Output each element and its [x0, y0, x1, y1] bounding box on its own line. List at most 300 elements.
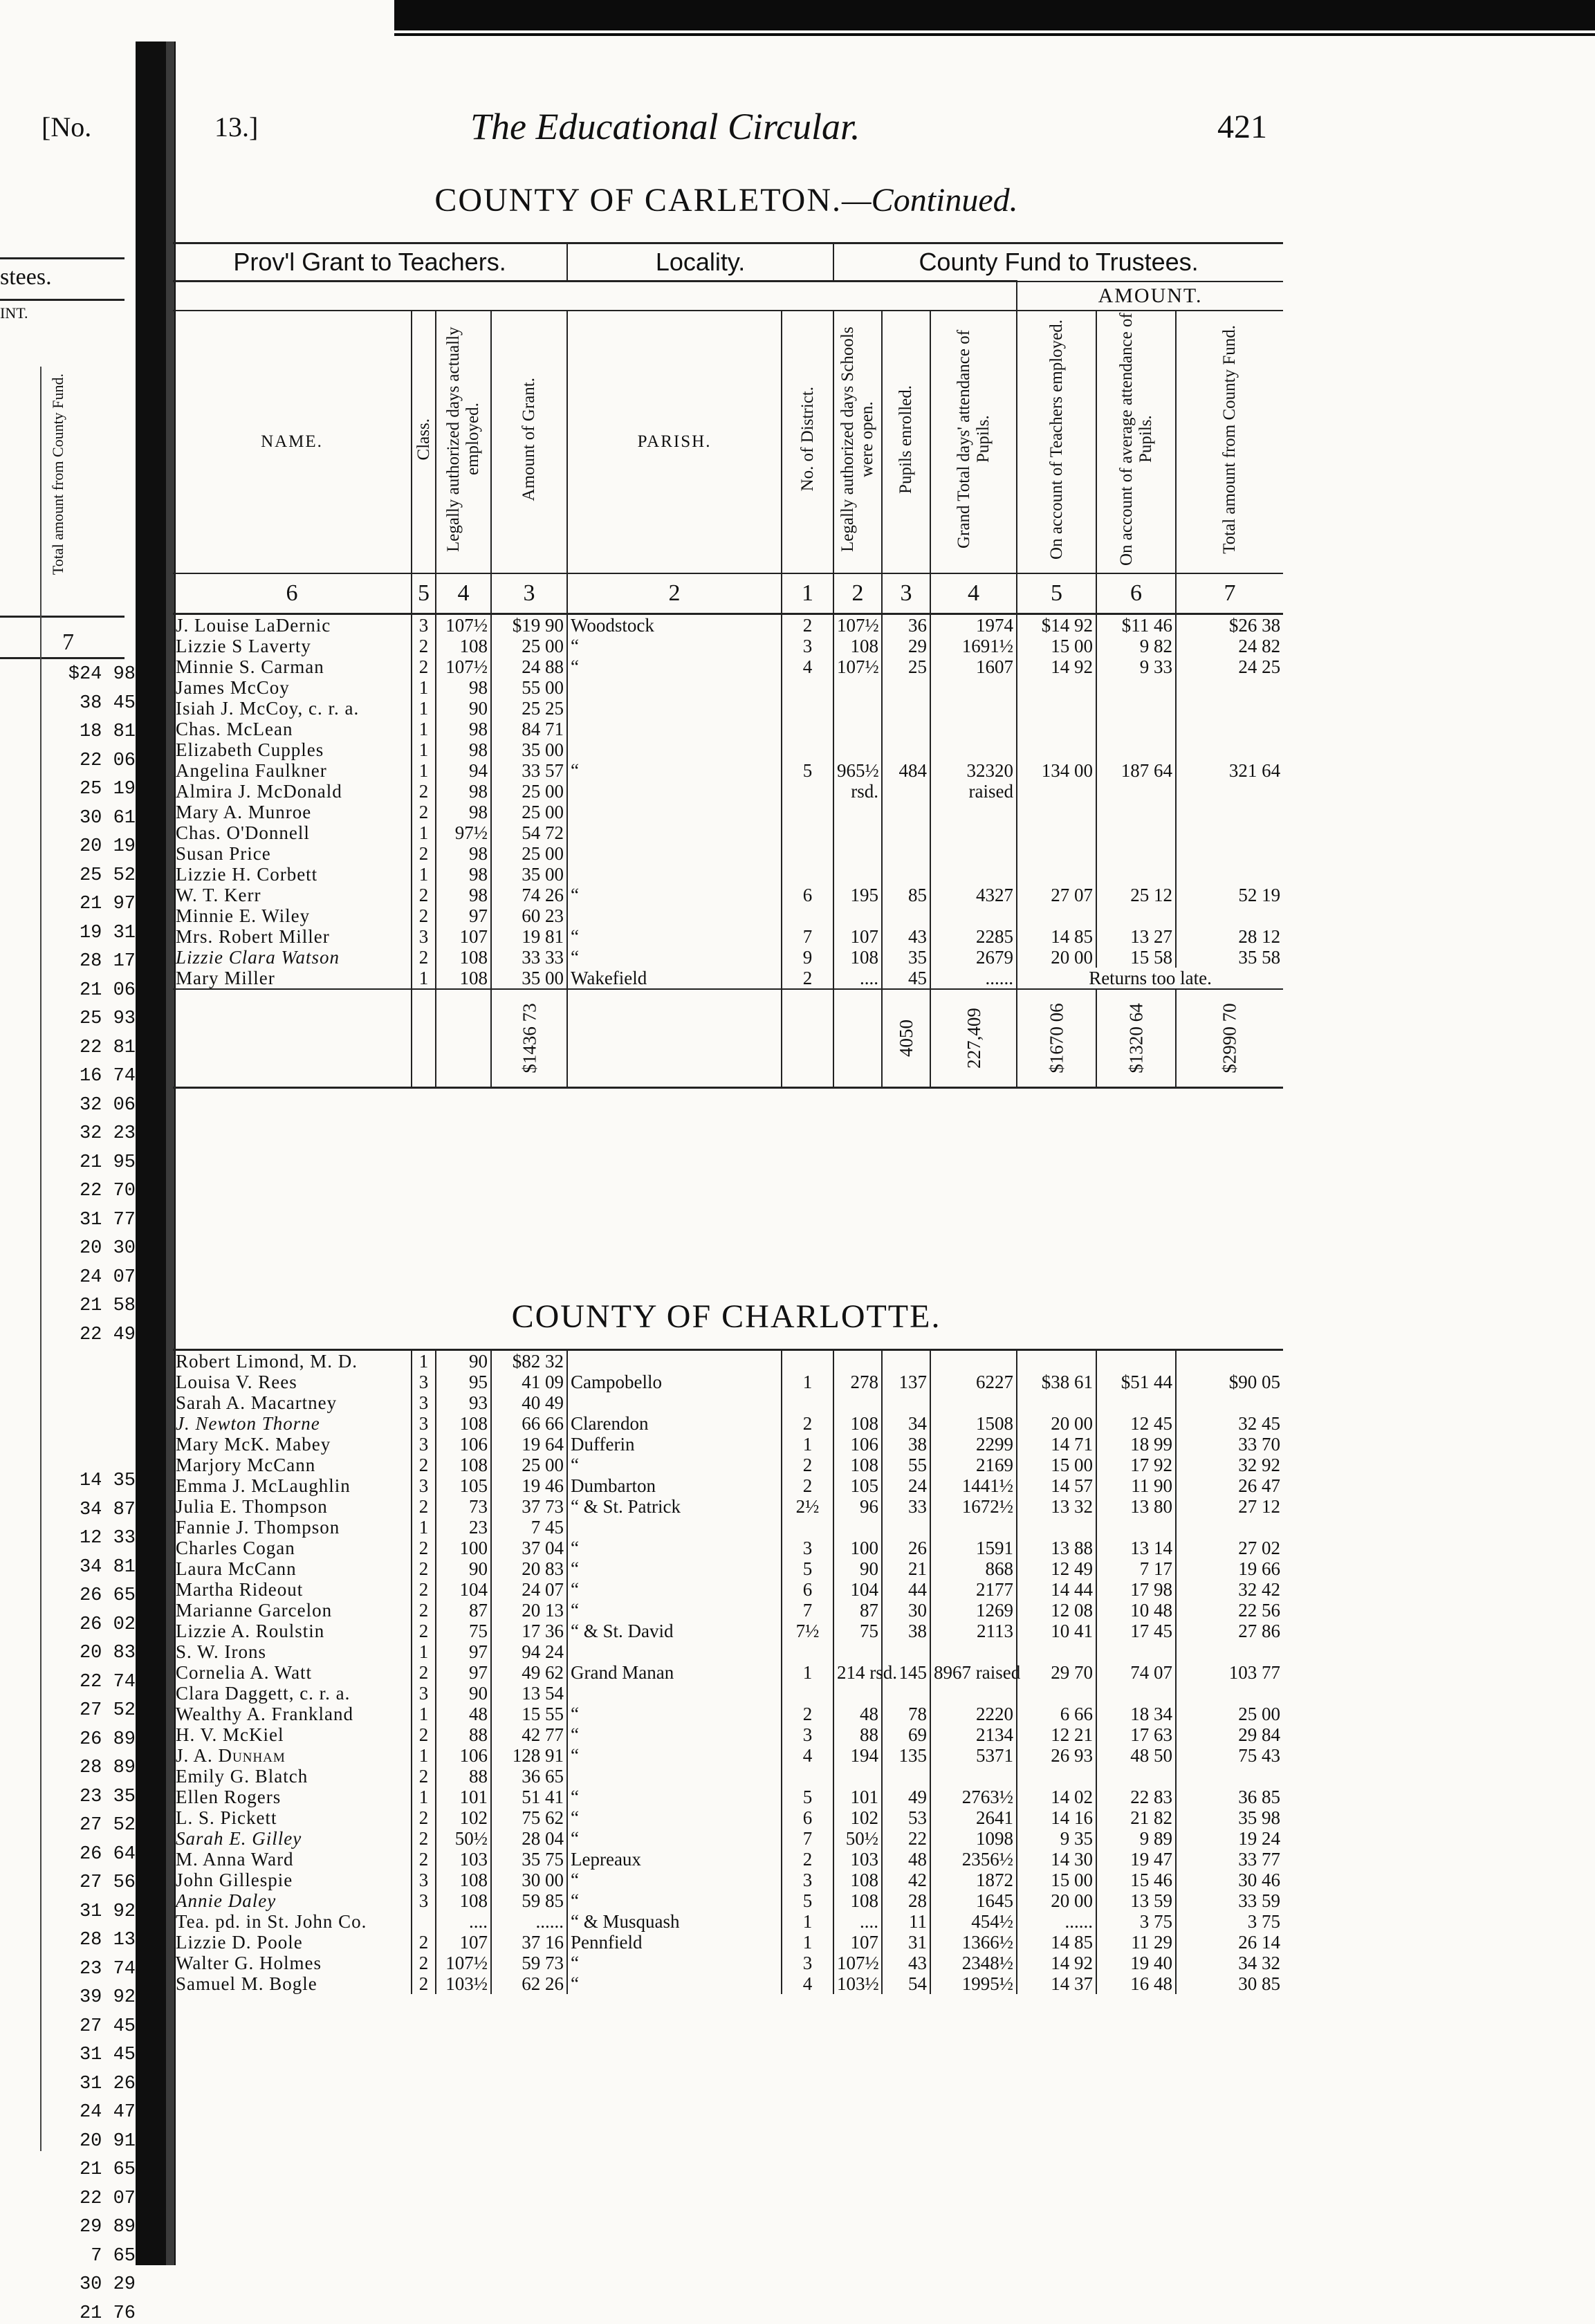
class-cell: 2	[412, 1766, 436, 1787]
days-employed-cell: 97	[436, 1662, 491, 1683]
ledger-value: 20 30	[79, 1238, 136, 1259]
parish-cell: Dufferin	[567, 1434, 782, 1455]
grant-amount-cell: 7 45	[491, 1517, 567, 1538]
parish-cell: “	[567, 1870, 782, 1890]
ledger-value: 28 17	[79, 951, 136, 972]
class-cell: 2	[412, 1538, 436, 1558]
days-employed-cell: 75	[436, 1621, 491, 1641]
days-employed-cell: 48	[436, 1704, 491, 1724]
ledger-value: 25 52	[79, 865, 136, 886]
ledger-value: 21 97	[79, 894, 136, 914]
teachers-amount-cell: Returns too late.	[1017, 968, 1283, 989]
grant-amount-cell: 60 23	[491, 905, 567, 926]
teachers-amount-cell: 14 57	[1017, 1475, 1096, 1496]
column-numbers: 6 5 4 3 2 1 2 3 4 5 6 7	[173, 573, 1283, 614]
days-employed-cell: 98	[436, 802, 491, 822]
teachers-amount-cell: 10 41	[1017, 1621, 1096, 1641]
total-amount-cell: 32 42	[1176, 1579, 1283, 1600]
total-amount-cell	[1176, 1683, 1283, 1704]
ledger-rule	[0, 657, 125, 659]
ledger-value: 22 06	[79, 750, 136, 771]
parish-cell: “	[567, 1600, 782, 1621]
days-open-cell	[833, 1766, 882, 1787]
teacher-name: Susan Price	[176, 843, 271, 864]
district-cell	[782, 1392, 833, 1413]
avg-amount-cell	[1096, 822, 1176, 843]
ledger-value: 32 06	[79, 1094, 136, 1116]
days-employed-cell: 98	[436, 885, 491, 905]
parish-cell: “	[567, 1558, 782, 1579]
grant-amount-cell: $19 90	[491, 614, 567, 636]
teachers-amount-cell: 134 00	[1017, 760, 1096, 781]
table-row	[173, 926, 1283, 947]
days-open-cell: ....	[833, 968, 882, 989]
total-avg-attendance: $1320 64	[1096, 989, 1176, 1088]
pupils-cell: 135	[882, 1745, 930, 1766]
teacher-name: Lizzie H. Corbett	[176, 864, 318, 885]
total-amount-cell: 25 00	[1176, 1704, 1283, 1724]
teachers-amount-cell	[1017, 698, 1096, 719]
attendance-cell: 8967 raised	[930, 1662, 1017, 1683]
days-open-cell	[833, 719, 882, 739]
group-prov-grant: Prov'l Grant to Teachers.	[173, 243, 567, 282]
attendance-cell: 1974	[930, 614, 1017, 636]
publication-title: The Educational Circular.	[470, 106, 860, 147]
grant-amount-cell: 49 62	[491, 1662, 567, 1683]
teacher-name: Samuel M. Bogle	[176, 1973, 317, 1994]
days-open-cell: 107½	[833, 1953, 882, 1973]
ledger-value: 23 74	[79, 1958, 136, 1980]
days-open-cell	[833, 739, 882, 760]
class-cell: 1	[412, 1745, 436, 1766]
grant-amount-cell: 37 16	[491, 1932, 567, 1953]
days-employed-cell: 98	[436, 843, 491, 864]
teacher-name: Lizzie D. Poole	[176, 1932, 303, 1953]
class-cell: 1	[412, 677, 436, 698]
district-cell	[782, 802, 833, 822]
table-row	[173, 1600, 1283, 1621]
total-amount-cell: $90 05	[1176, 1372, 1283, 1392]
teacher-name: Sarah A. Macartney	[176, 1392, 338, 1413]
total-amount-cell	[1176, 802, 1283, 822]
ledger-value: 27 56	[79, 1872, 136, 1893]
district-cell: 2	[782, 1849, 833, 1870]
avg-amount-cell	[1096, 802, 1176, 822]
parish-cell: Dumbarton	[567, 1475, 782, 1496]
parish-cell: Pennfield	[567, 1932, 782, 1953]
teacher-name: J. A. Dunham	[176, 1745, 286, 1766]
class-cell: 1	[412, 719, 436, 739]
teachers-amount-cell	[1017, 677, 1096, 698]
avg-amount-cell: 48 50	[1096, 1745, 1176, 1766]
grant-amount-cell: 62 26	[491, 1973, 567, 1994]
attendance-cell	[930, 864, 1017, 885]
total-amount-cell: 26 47	[1176, 1475, 1283, 1496]
table-row	[173, 1413, 1283, 1434]
avg-amount-cell	[1096, 1683, 1176, 1704]
ledger-value: 12 33	[79, 1528, 136, 1549]
grant-amount-cell: 24 07	[491, 1579, 567, 1600]
pupils-cell	[882, 905, 930, 926]
grant-amount-cell: 94 24	[491, 1641, 567, 1662]
days-employed-cell: 102	[436, 1807, 491, 1828]
parish-cell	[567, 1641, 782, 1662]
class-cell: 2	[412, 1621, 436, 1641]
header-avg-attendance: On account of average attendance of Pupils.	[1096, 311, 1176, 573]
days-open-cell: 50½	[833, 1828, 882, 1849]
table-row	[173, 1870, 1283, 1890]
table-row	[173, 1953, 1283, 1973]
attendance-cell	[930, 822, 1017, 843]
class-cell: 1	[412, 1641, 436, 1662]
carleton-table	[173, 242, 1283, 1089]
grant-amount-cell: 25 00	[491, 802, 567, 822]
district-cell: 3	[782, 636, 833, 656]
avg-amount-cell: 11 29	[1096, 1932, 1176, 1953]
attendance-cell: 2763½	[930, 1787, 1017, 1807]
parish-cell: “	[567, 1745, 782, 1766]
district-cell	[782, 698, 833, 719]
attendance-cell: 1672½	[930, 1496, 1017, 1517]
pupils-cell: 35	[882, 947, 930, 968]
pupils-cell: 48	[882, 1849, 930, 1870]
attendance-cell: 1366½	[930, 1932, 1017, 1953]
attendance-cell: ......	[930, 968, 1017, 989]
teachers-amount-cell: $14 92	[1017, 614, 1096, 636]
class-cell: 2	[412, 1828, 436, 1849]
parish-cell: “	[567, 947, 782, 968]
total-amount-cell: 30 46	[1176, 1870, 1283, 1890]
teacher-name: L. S. Pickett	[176, 1807, 277, 1828]
days-employed-cell: 98	[436, 739, 491, 760]
header-parish: PARISH.	[567, 311, 782, 573]
issue-label: [No.	[42, 111, 92, 142]
district-cell: 9	[782, 947, 833, 968]
parish-cell	[567, 1766, 782, 1787]
teacher-name: Ellen Rogers	[176, 1787, 282, 1807]
parish-cell	[567, 1517, 782, 1538]
teachers-amount-cell: $38 61	[1017, 1372, 1096, 1392]
teachers-amount-cell: 14 37	[1017, 1973, 1096, 1994]
table-row	[173, 885, 1283, 905]
class-cell: 3	[412, 1683, 436, 1704]
class-cell	[412, 1911, 436, 1932]
ledger-value: 21 65	[79, 2159, 136, 2180]
parish-cell: Wakefield	[567, 968, 782, 989]
ledger-value: 29 89	[79, 2217, 136, 2238]
days-employed-cell: 88	[436, 1724, 491, 1745]
table-row	[173, 1496, 1283, 1517]
attendance-cell: 1441½	[930, 1475, 1017, 1496]
teacher-name: Marjory McCann	[176, 1455, 316, 1475]
grant-amount-cell: 24 88	[491, 656, 567, 677]
class-cell: 1	[412, 1350, 436, 1372]
district-cell: 6	[782, 1579, 833, 1600]
avg-amount-cell: 11 90	[1096, 1475, 1176, 1496]
days-employed-cell: 97	[436, 1641, 491, 1662]
teachers-amount-cell: 14 30	[1017, 1849, 1096, 1870]
grant-amount-cell: 55 00	[491, 677, 567, 698]
attendance-cell: 454½	[930, 1911, 1017, 1932]
pupils-cell	[882, 1641, 930, 1662]
district-cell	[782, 1641, 833, 1662]
class-cell: 1	[412, 968, 436, 989]
ledger-value: 27 52	[79, 1815, 136, 1836]
district-cell: 2	[782, 1455, 833, 1475]
teacher-name: Emily G. Blatch	[176, 1766, 308, 1787]
days-employed-cell: 107½	[436, 656, 491, 677]
ledger-value: 21 76	[79, 2303, 136, 2324]
total-amount-cell: 33 70	[1176, 1434, 1283, 1455]
teacher-name: Angelina Faulkner	[176, 760, 327, 781]
attendance-cell: 32320	[930, 760, 1017, 781]
parish-cell: “	[567, 1538, 782, 1558]
teachers-amount-cell	[1017, 739, 1096, 760]
days-open-cell	[833, 802, 882, 822]
avg-amount-cell: 9 82	[1096, 636, 1176, 656]
avg-amount-cell: 10 48	[1096, 1600, 1176, 1621]
teachers-amount-cell	[1017, 864, 1096, 885]
class-cell: 2	[412, 636, 436, 656]
carleton-totals-row	[173, 989, 1283, 1088]
total-amount-cell	[1176, 905, 1283, 926]
grant-amount-cell: 128 91	[491, 1745, 567, 1766]
grant-amount-cell: 37 04	[491, 1538, 567, 1558]
carleton-rows	[173, 614, 1283, 990]
ledger-value: 34 81	[79, 1556, 136, 1578]
table-row	[173, 1372, 1283, 1392]
avg-amount-cell: 22 83	[1096, 1787, 1176, 1807]
avg-amount-cell: 18 99	[1096, 1434, 1176, 1455]
teachers-amount-cell: 12 49	[1017, 1558, 1096, 1579]
district-cell	[782, 739, 833, 760]
ledger-value: 24 47	[79, 2102, 136, 2123]
header-name: NAME.	[261, 432, 323, 451]
days-open-cell: rsd.	[833, 781, 882, 802]
class-cell: 2	[412, 1662, 436, 1683]
ledger-value: 26 65	[79, 1585, 136, 1606]
class-cell: 1	[412, 698, 436, 719]
page-header	[42, 106, 1273, 159]
parish-cell: “	[567, 926, 782, 947]
total-amount-cell: 52 19	[1176, 885, 1283, 905]
avg-amount-cell: 19 40	[1096, 1953, 1176, 1973]
left-page-fragment	[0, 242, 136, 2324]
teacher-name: Lizzie Clara Watson	[176, 947, 340, 968]
ledger-value: 14 35	[79, 1470, 136, 1491]
parish-cell	[567, 781, 782, 802]
total-amount-cell: 24 82	[1176, 636, 1283, 656]
total-amount-cell	[1176, 1641, 1283, 1662]
table-row	[173, 822, 1283, 843]
pupils-cell: 42	[882, 1870, 930, 1890]
attendance-cell: 2177	[930, 1579, 1017, 1600]
ledger-header-1: stees.	[0, 264, 52, 290]
avg-amount-cell: 12 45	[1096, 1413, 1176, 1434]
class-cell: 1	[412, 864, 436, 885]
pupils-cell	[882, 739, 930, 760]
days-employed-cell: 90	[436, 1683, 491, 1704]
district-cell	[782, 1350, 833, 1372]
avg-amount-cell	[1096, 677, 1176, 698]
class-cell: 3	[412, 926, 436, 947]
total-amount-cell	[1176, 719, 1283, 739]
ledger-value: 28 89	[79, 1758, 136, 1778]
table-row	[173, 1455, 1283, 1475]
days-open-cell: 101	[833, 1787, 882, 1807]
grant-amount-cell: 35 00	[491, 739, 567, 760]
pupils-cell	[882, 1350, 930, 1372]
class-cell: 3	[412, 1413, 436, 1434]
teacher-name: John Gillespie	[176, 1870, 293, 1890]
teachers-amount-cell	[1017, 719, 1096, 739]
days-open-cell	[833, 1392, 882, 1413]
table-row	[173, 1621, 1283, 1641]
days-open-cell: 108	[833, 1455, 882, 1475]
table-row	[173, 1683, 1283, 1704]
total-amount-cell: 22 56	[1176, 1600, 1283, 1621]
table-row	[173, 947, 1283, 968]
avg-amount-cell: 15 46	[1096, 1870, 1176, 1890]
table-row	[173, 1787, 1283, 1807]
district-cell	[782, 677, 833, 698]
teacher-name: S. W. Irons	[176, 1641, 267, 1662]
total-pupils: 4050	[882, 989, 930, 1088]
grant-amount-cell: 25 25	[491, 698, 567, 719]
grant-amount-cell: 25 00	[491, 781, 567, 802]
attendance-cell: 6227	[930, 1372, 1017, 1392]
days-open-cell: 107	[833, 926, 882, 947]
district-cell	[782, 822, 833, 843]
grant-amount-cell: 20 13	[491, 1600, 567, 1621]
attendance-cell	[930, 1641, 1017, 1662]
district-cell: 3	[782, 1870, 833, 1890]
class-cell: 2	[412, 947, 436, 968]
class-cell: 1	[412, 1704, 436, 1724]
days-employed-cell: 108	[436, 947, 491, 968]
days-employed-cell: 108	[436, 1413, 491, 1434]
parish-cell	[567, 905, 782, 926]
parish-cell: “	[567, 1807, 782, 1828]
avg-amount-cell: 15 58	[1096, 947, 1176, 968]
issue-label-continued: 13.]	[214, 111, 259, 142]
pupils-cell	[882, 781, 930, 802]
attendance-cell: 868	[930, 1558, 1017, 1579]
ledger-value: 21 95	[79, 1152, 136, 1173]
grant-amount-cell: 33 33	[491, 947, 567, 968]
district-cell: 3	[782, 1953, 833, 1973]
days-open-cell: 965½	[833, 760, 882, 781]
days-open-cell: 194	[833, 1745, 882, 1766]
teacher-name: Louisa V. Rees	[176, 1372, 297, 1392]
attendance-cell	[930, 905, 1017, 926]
table-row	[173, 1517, 1283, 1538]
pupils-cell	[882, 802, 930, 822]
teachers-amount-cell: 27 07	[1017, 885, 1096, 905]
class-cell: 1	[412, 1787, 436, 1807]
parish-cell	[567, 1392, 782, 1413]
grant-amount-cell: 19 46	[491, 1475, 567, 1496]
teachers-amount-cell	[1017, 781, 1096, 802]
ledger-col-number: 7	[62, 629, 74, 655]
class-cell: 1	[412, 1517, 436, 1538]
grant-amount-cell: 51 41	[491, 1787, 567, 1807]
attendance-cell	[930, 719, 1017, 739]
header-pupils: Pupils enrolled.	[882, 311, 930, 573]
attendance-cell: 4327	[930, 885, 1017, 905]
ledger-value: 21 58	[79, 1295, 136, 1316]
days-employed-cell: 93	[436, 1392, 491, 1413]
teachers-amount-cell	[1017, 1392, 1096, 1413]
table-row	[173, 1558, 1283, 1579]
header-days-employed: Legally authorized days actually employed.	[436, 311, 491, 573]
avg-amount-cell	[1096, 864, 1176, 885]
header-days-open: Legally authorized days Schools were open.	[833, 311, 882, 573]
avg-amount-cell: $11 46	[1096, 614, 1176, 636]
teacher-name: J. Newton Thorne	[176, 1413, 320, 1434]
column-headers	[173, 311, 1283, 573]
charlotte-title: COUNTY OF CHARLOTTE.	[511, 1298, 941, 1335]
table-row	[173, 864, 1283, 885]
teachers-amount-cell: 6 66	[1017, 1704, 1096, 1724]
days-open-cell: 104	[833, 1579, 882, 1600]
total-amount-cell: $26 38	[1176, 614, 1283, 636]
teachers-amount-cell: 29 70	[1017, 1662, 1096, 1683]
ledger-value: 23 35	[79, 1786, 136, 1807]
class-cell: 2	[412, 1724, 436, 1745]
ledger-value: 16 74	[79, 1066, 136, 1087]
days-open-cell	[833, 864, 882, 885]
days-employed-cell: 108	[436, 1890, 491, 1911]
days-employed-cell: 104	[436, 1579, 491, 1600]
teacher-name: Mary McK. Mabey	[176, 1434, 331, 1455]
total-amount-cell	[1176, 698, 1283, 719]
class-cell: 2	[412, 1496, 436, 1517]
class-cell: 2	[412, 1558, 436, 1579]
class-cell: 2	[412, 1932, 436, 1953]
days-employed-cell: 50½	[436, 1828, 491, 1849]
avg-amount-cell: 7 17	[1096, 1558, 1176, 1579]
class-cell: 2	[412, 802, 436, 822]
days-open-cell: 108	[833, 636, 882, 656]
ledger-value: 22 74	[79, 1671, 136, 1693]
parish-cell	[567, 864, 782, 885]
ledger-value: 27 52	[79, 1700, 136, 1721]
days-open-cell: 278	[833, 1372, 882, 1392]
district-cell: 1	[782, 1932, 833, 1953]
total-teachers: $1670 06	[1017, 989, 1096, 1088]
total-amount-cell	[1176, 864, 1283, 885]
pupils-cell	[882, 677, 930, 698]
parish-cell: “	[567, 1890, 782, 1911]
teachers-amount-cell: 14 85	[1017, 926, 1096, 947]
teacher-name: Martha Rideout	[176, 1579, 304, 1600]
total-amount-cell	[1176, 781, 1283, 802]
teacher-name: Mary A. Munroe	[176, 802, 312, 822]
parish-cell: “	[567, 1973, 782, 1994]
class-cell: 2	[412, 905, 436, 926]
table-row	[173, 1828, 1283, 1849]
class-cell: 3	[412, 1372, 436, 1392]
days-open-cell: 48	[833, 1704, 882, 1724]
attendance-cell	[930, 1350, 1017, 1372]
days-employed-cell: 108	[436, 636, 491, 656]
days-open-cell: 108	[833, 947, 882, 968]
days-open-cell: 195	[833, 885, 882, 905]
table-row	[173, 719, 1283, 739]
parish-cell	[567, 677, 782, 698]
parish-cell: “	[567, 1704, 782, 1724]
